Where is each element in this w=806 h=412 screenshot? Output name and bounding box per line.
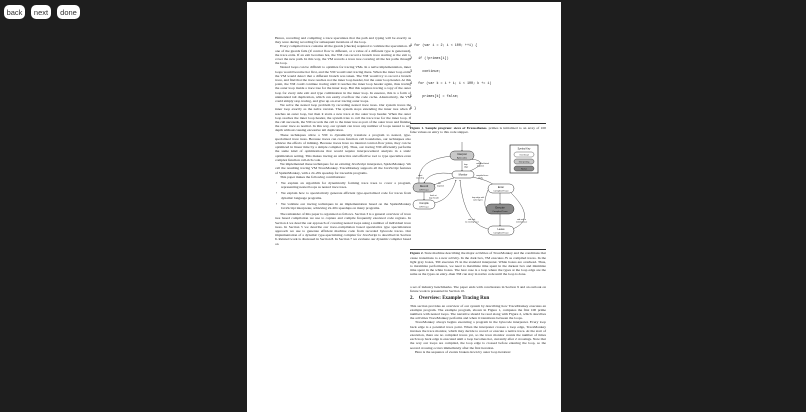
svg-text:compiled trace: compiled trace [476, 174, 489, 177]
node-record [413, 183, 435, 192]
section-number: 2. [410, 296, 414, 302]
node-interpret [450, 151, 474, 160]
figure1-caption [410, 126, 546, 134]
paragraph: The remainder of this paper is organized as follows. Section 3 is a general overview of trace tree based compilation we use to capture and compile frequently executed code regions. In Section 4 we describe our approach of covering nested loops using a number of individual trace trees. In Section 5 we describe our trace-compilation based speculative type specialization approach we use to generate efficient machine code from recorded bytecode traces. Our implementation of a dynamic type-specializing compiler for JavaScript is described in Section 6. Related work is discussed in Section 8. In Section 7 we evaluate our dynamic compiler based on [275, 212, 411, 246]
svg-text:Compiled Trace: Compiled Trace [492, 210, 508, 213]
figure2-state-diagram [410, 140, 546, 246]
svg-text:abort: abort [418, 174, 423, 177]
code-line: 6 } [410, 107, 417, 112]
svg-text:Bytecodes: Bytecodes [456, 157, 468, 160]
paragraph: This section provides an overview of our system by describing how TraceMonkey executes an example program. The example program, shown in Figure 1, computes the first 100 prime numbers with nested loops. The narrative should be read along with Figure 2, which describes the activities TraceMonkey performs and when it transitions between the loops. [410, 303, 546, 321]
svg-text:Interpreting: Interpreting [518, 161, 530, 164]
left-column [275, 36, 411, 246]
list-item: • We explain an algorithm for dynamically forming trace trees to cover a program, representing nested loops as nested trace trees. [275, 181, 411, 189]
back-button[interactable]: back [4, 5, 25, 19]
svg-text:Execute: Execute [495, 206, 505, 210]
node-execute [486, 204, 514, 214]
svg-text:hot: hot [438, 182, 441, 185]
svg-text:loop: loop [464, 163, 468, 166]
navigation-bar [4, 5, 80, 19]
right-column [410, 36, 546, 354]
caption-divider [410, 249, 546, 250]
svg-text:Compiled Trace: Compiled Trace [493, 190, 509, 193]
symbol-key [510, 145, 538, 173]
section-title: Overview: Example Tracing Run [418, 296, 490, 302]
svg-text:Monitor: Monitor [458, 173, 468, 177]
svg-text:recording: recording [416, 177, 424, 180]
code-listing [410, 36, 546, 120]
done-button[interactable]: done [57, 5, 80, 19]
figure1-label: Figure 1. Sample program: sieve of Eratosthenes. [410, 125, 488, 130]
node-compile [413, 200, 435, 209]
document-page [247, 2, 561, 412]
svg-text:loop/exit: loop/exit [477, 165, 485, 168]
svg-text:loop edge with: loop edge with [472, 196, 485, 199]
svg-text:no existing trace: no existing trace [465, 221, 479, 224]
code-line: 5 primes[k] = false; [410, 94, 459, 99]
svg-text:Compile: Compile [419, 201, 429, 205]
paragraph: a set of industry benchmarks. The paper ends with conclusions in Section 9 and an outlook on future work is presented in Section 10. [410, 284, 546, 293]
svg-text:loop/exit: loop/exit [437, 185, 445, 188]
svg-text:Record: Record [419, 184, 429, 188]
paragraph: These techniques allow a VM to dynamically translate a program to nested, type-specialized trace trees. Because traces can cross function call boundaries, our techniques also achieve the effects of inlining. Because traces have no internal control-flow joins, they can be optimized in linear time by a simple compiler (10). Thus, our tracing VM efficiently performs the same kind of optimizations that would require interprocedural analysis in a static optimization setting. This makes tracing an attractive and effective tool to type specialize even complex function call-rich code. [275, 132, 411, 162]
svg-text:Interpret: Interpret [457, 152, 467, 156]
figure2-label: Figure 2. [410, 251, 424, 256]
paragraph: We implemented these techniques for an existing JavaScript interpreter, SpiderMonkey. We call the resulting tracing VM TraceMonkey. TraceMonkey supports all the JavaScript features of SpiderMonkey, with a 2x-20x speedup for traceable programs. [275, 162, 411, 175]
svg-text:side exit,: side exit, [468, 218, 476, 221]
svg-text:LIR Trace: LIR Trace [419, 206, 429, 209]
svg-text:same types: same types [473, 199, 483, 202]
svg-text:Overhead: Overhead [519, 154, 529, 157]
next-button[interactable]: next [31, 5, 51, 19]
svg-text:cold/blacklisted: cold/blacklisted [476, 162, 489, 165]
svg-text:existing trace: existing trace [516, 221, 528, 224]
svg-text:edge: edge [464, 166, 469, 169]
caption-divider [410, 123, 546, 124]
figure2-text: State machine describing the major activities of TraceMonkey and the conditions that cause transitions to a new activity. In the dark box, TM executes JS as compiled traces. In the light gray boxes, TM executes JS in the standard interpreter. White boxes are overhead. Thus, to maximize performance, we need to maximize time spent in the darkest box and minimize time spent in the white boxes. The best case is a loop where the types at the loop edge are the same as the types on entry–then TM can stay in native code until the loop is done. [410, 251, 547, 277]
paragraph: Here is the sequence of events broken down by outer loop iteration: [415, 349, 512, 354]
code-line: 1 for (var i = 2; i < 100; ++i) { [410, 44, 478, 49]
paragraph: TraceMonkey always begins executing a program in the bytecode interpreter. Every loop back edge is a potential trace point. When the interpreter crosses a loop edge, TraceMonkey invokes the trace monitor, which may decide to record or execute a native trace. At the start of execution, there are no compiled traces yet, so the trace monitor counts the number of times each loop back edge is executed until a loop becomes hot, currently after 2 crossings. Note that the way our loops are compiled, the loop edge is crossed before entering the loop, so the second crossing occurs immediately after the first iteration. [410, 320, 546, 350]
state-machine-diagram [410, 140, 546, 246]
contributions-list [275, 181, 411, 210]
svg-text:side exit to: side exit to [517, 218, 527, 221]
svg-text:Compiled Trace: Compiled Trace [493, 232, 509, 235]
svg-text:LIR Trace: LIR Trace [419, 189, 429, 192]
code-line: 3 continue; [410, 69, 441, 74]
node-monitor [452, 171, 474, 178]
svg-text:loop header: loop header [429, 197, 439, 200]
figure2-caption [410, 251, 546, 276]
svg-text:Native: Native [521, 168, 527, 171]
node-enter [488, 184, 514, 193]
figure1-text: primes is initialized to an array of 100 false values on entry to this code snippet. [410, 125, 546, 134]
svg-text:ready: ready [478, 177, 483, 180]
paragraph: We solve the nested loop problem by recording nested trace trees. Our system traces the inner loop exactly as the naïve version. The system stops extending the inner tree when it reaches an outer loop, but then it starts a new trace at the outer loop header. When the outer loop reaches the inner loop header, the system tries to call the trace tree for the inner loop. If the call succeeds, the VM records the call to the inner tree as part of the outer trace and finishes the outer trace as normal. In this way, our system can trace any number of loops nested to any depth without causing excessive tail duplication. [275, 103, 411, 133]
paragraph: Hence, recording and compiling a trace speculates that the path and typing will be exactly as they were during recording for subsequent iterations of the loop. [275, 36, 411, 45]
paragraph: Nested loops can be difficult to optimize for tracing VMs. In a naïve implementation, inner loops would become hot first, and the VM would start tracing there. When the inner loop exits, the VM would detect that a different branch was taken. The VM would try to record a branch trace, and find that the trace reaches not the inner loop header, but the outer loop header. At this point, the VM could continue tracing until it reaches the inner loop header again, thus tracing the outer loop inside a trace tree for the inner loop. But this requires tracing a copy of the outer loop for every side exit and type combination in the inner loop. In essence, this is a form of unintended tail duplication, which can easily overflow the code cache. Alternatively, the VM could simply stop tracing, and give up on ever tracing outer loops. [275, 65, 411, 104]
svg-text:Leave: Leave [497, 227, 505, 231]
svg-text:Symbol Key: Symbol Key [517, 147, 531, 151]
list-item: • We explain how to speculatively generate efficient type-specialized code for traces from dynamic language programs. [275, 191, 411, 199]
code-line: 4 for (var k = i + i; i < 100; k += i) [410, 82, 492, 87]
svg-text:Enter: Enter [497, 185, 505, 189]
section-heading [410, 296, 546, 302]
list-item: • We validate our tracing techniques in an implementation based on the SpiderMonkey JavaScript interpreter, achieving 2x-20x speedups on many programs. [275, 202, 411, 210]
paragraph: Every compiled trace contains all the guards (checks) required to validate the speculation. If one of the guards fails (if control flow is different, or a value of a different type is generated), the trace exits. If an exit becomes hot, the VM can record a branch trace starting at the exit to cover the new path. In this way, the VM records a trace tree covering all the hot paths through the loop. [275, 44, 411, 66]
node-leave [488, 226, 514, 235]
paragraph: This paper makes the following contributions: [280, 174, 346, 179]
svg-text:finish at: finish at [430, 194, 437, 197]
code-line: 2 if (!primes[i]) [410, 57, 449, 62]
